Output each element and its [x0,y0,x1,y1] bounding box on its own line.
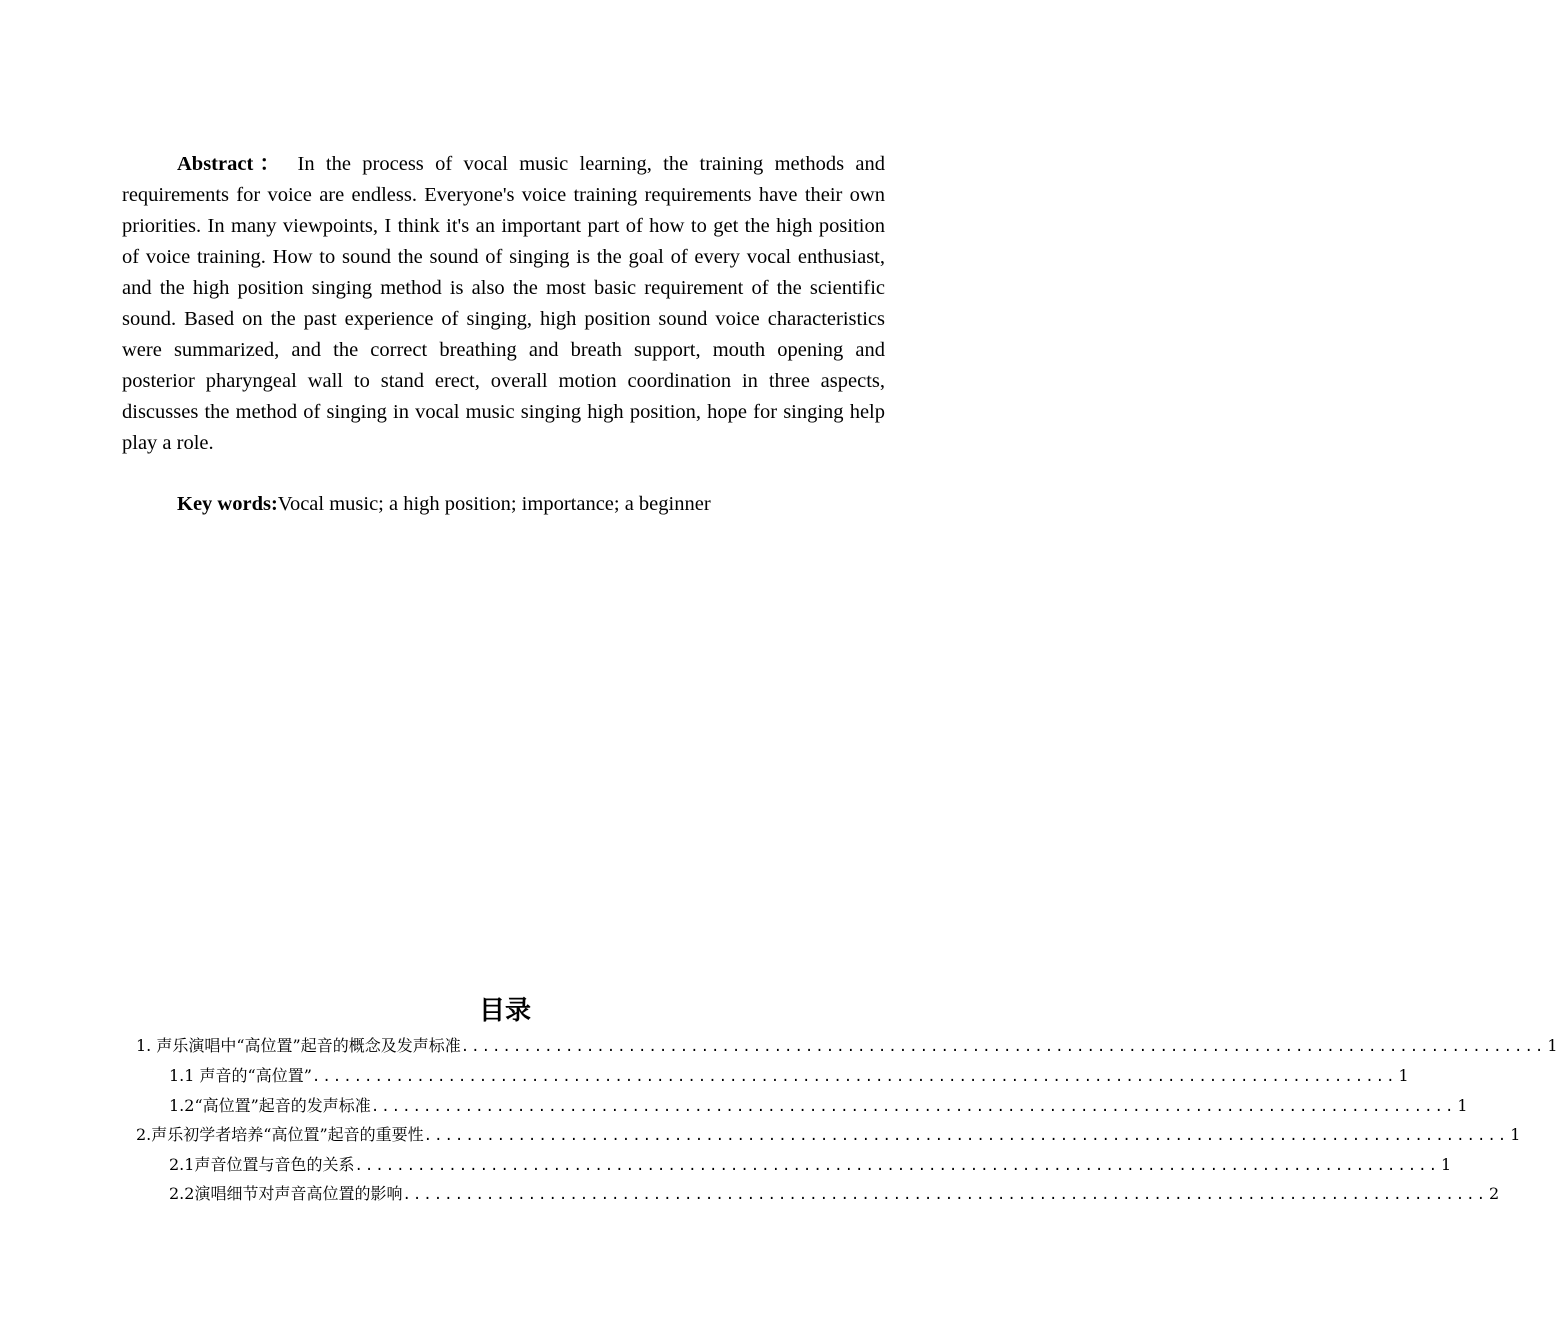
toc-leader-dots: ........................................................................................................ [354,1158,1440,1174]
toc-entry-title: 2.声乐初学者培养“高位置”起音的重要性 [136,1125,424,1144]
toc-leader-dots: ........................................................................................................ [311,1069,1397,1085]
toc-entry-title: 2.2演唱细节对声音高位置的影响 [169,1184,403,1203]
toc-title: 目录 [478,996,531,1026]
toc-entry[interactable] [136,1122,1521,1148]
keywords-paragraph [177,489,885,520]
toc-entry-title: 2.1声音位置与音色的关系 [169,1155,355,1174]
toc-entry-page: 1 [1441,1155,1452,1174]
abstract-label: Abstract： [177,153,287,175]
keywords-text: Vocal music; a high position; importance; a beginner [277,493,711,515]
toc-leader-dots: ........................................................................................................ [402,1187,1488,1203]
abstract-text: In the process of vocal music learning, the training methods and requirements for voice are endless. Everyone's voice training requirements have their own priorities. In many viewpoints, I think it's an important part of how to get the high position of voice training. How to sound the sound of singing is the goal of every vocal enthusiast, and the high position singing method is also the most basic requirement of the scientific sound. Based on the past experience of singing, high position sound voice characteristics were summarized, and the correct breathing and breath support, mouth opening and posterior pharyngeal wall to stand erect, overall motion coordination in three aspects, discusses the method of singing in vocal music singing high position, hope for singing help play a role. [122,153,886,454]
toc-entry[interactable] [169,1063,1409,1089]
toc-entry-page: 1 [1547,1036,1558,1055]
toc-entry-title: 1.2“高位置”起音的发声标准 [169,1096,371,1115]
toc-entry[interactable] [169,1181,1500,1207]
toc-entry[interactable] [136,1033,1558,1059]
toc-entry[interactable] [169,1152,1452,1178]
toc-entry-page: 1 [1510,1125,1521,1144]
toc-leader-dots: ........................................................................................................ [460,1039,1546,1055]
toc-entry-page: 1 [1457,1096,1468,1115]
toc-leader-dots: ........................................................................................................ [423,1128,1509,1144]
toc-entry-page: 1 [1398,1066,1409,1085]
keywords-label: Key words: [177,493,278,515]
toc-entry[interactable] [169,1093,1468,1119]
toc-entry-page: 2 [1489,1184,1500,1203]
toc-entry-title: 1. 声乐演唱中“高位置”起音的概念及发声标准 [136,1036,461,1055]
toc-leader-dots: ........................................................................................................ [370,1099,1456,1115]
toc-entry-title: 1.1 声音的“高位置” [169,1066,312,1085]
abstract-paragraph [122,149,885,459]
